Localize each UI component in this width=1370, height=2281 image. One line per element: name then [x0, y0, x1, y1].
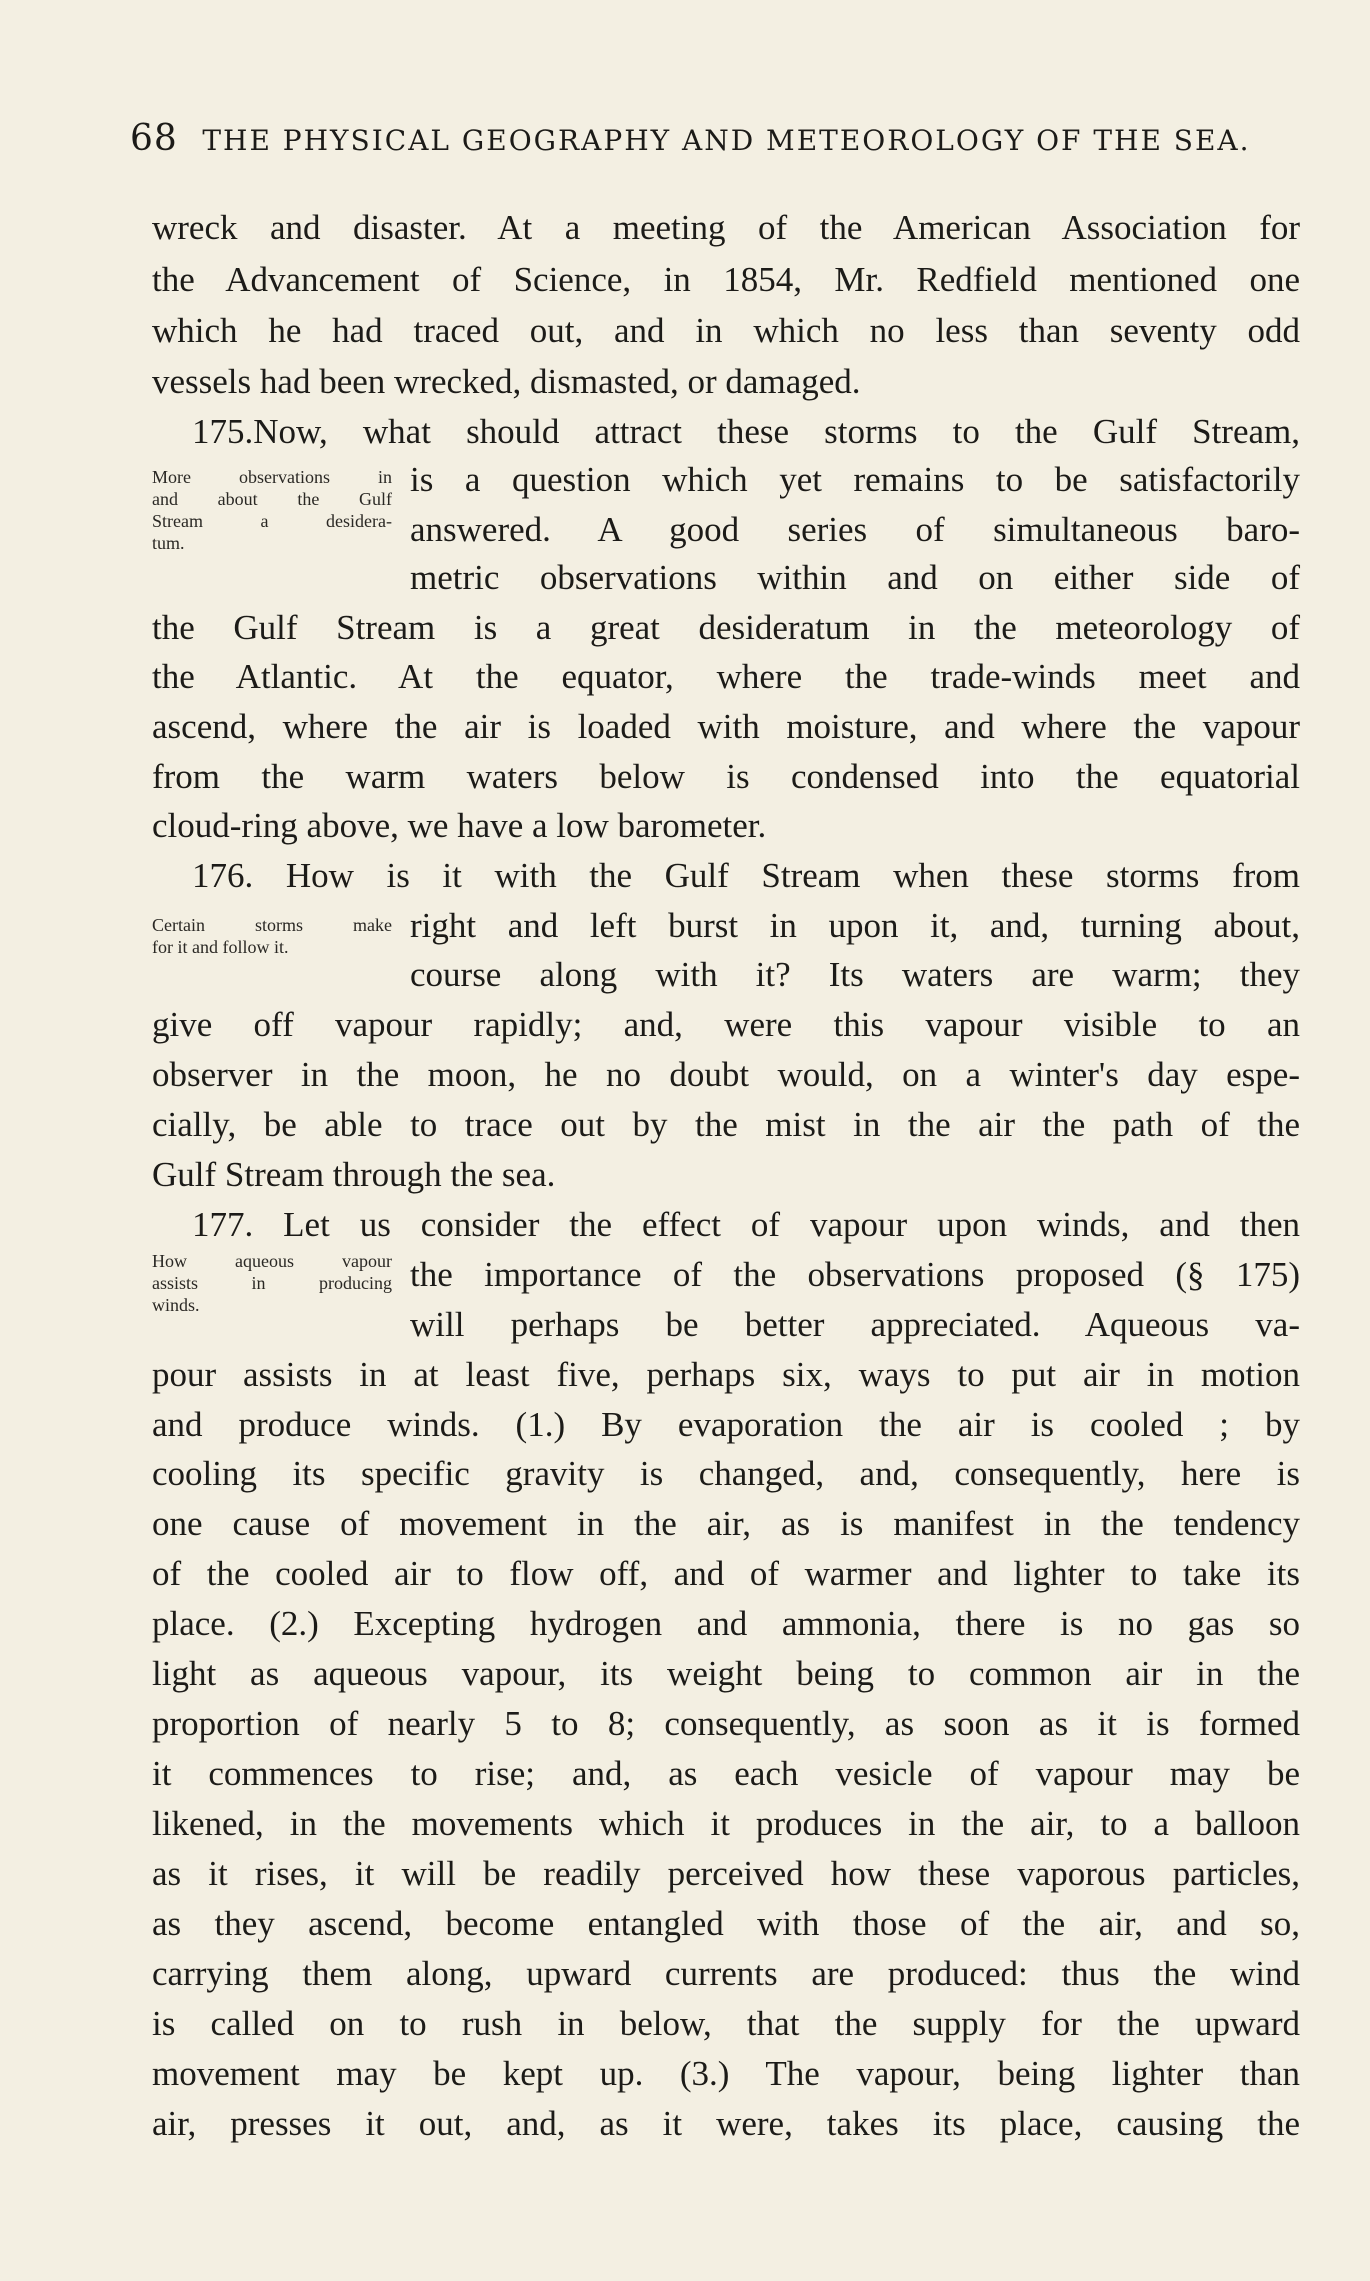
- text-line: proportion of nearly 5 to 8; consequently, as soon as it is formed: [152, 1704, 1300, 1743]
- text-line: carrying them along, upward currents are produced: thus the wind: [152, 1954, 1300, 1993]
- text-line: likened, in the movements which it produces in the air, to a balloon: [152, 1804, 1300, 1843]
- page-header: [130, 118, 1251, 159]
- side-note-line: assists in producing: [152, 1273, 392, 1293]
- side-note-line: for it and follow it.: [152, 937, 289, 957]
- text-line: the Gulf Stream is a great desideratum in the meteorology of: [152, 608, 1300, 647]
- text-line: cooling its specific gravity is changed, and, consequently, here is: [152, 1454, 1300, 1493]
- text-line: wreck and disaster. At a meeting of the American Association for: [152, 208, 1300, 247]
- text-line: is called on to rush in below, that the supply for the upward: [152, 2004, 1300, 2043]
- text-line: movement may be kept up. (3.) The vapour, being lighter than: [152, 2054, 1300, 2093]
- text-line: 175.Now, what should attract these storms to the Gulf Stream,: [192, 412, 1300, 451]
- text-line: ascend, where the air is loaded with moisture, and where the vapour: [152, 707, 1300, 746]
- text-line: pour assists in at least five, perhaps six, ways to put air in motion: [152, 1355, 1300, 1394]
- text-line: from the warm waters below is condensed into the equatorial: [152, 757, 1300, 796]
- text-line: is a question which yet remains to be satisfactorily: [410, 460, 1300, 499]
- text-line: and produce winds. (1.) By evaporation the air is cooled ; by: [152, 1405, 1300, 1444]
- text-line: as it rises, it will be readily perceived how these vaporous particles,: [152, 1854, 1300, 1893]
- side-note-175: [152, 466, 392, 554]
- text-line: of the cooled air to flow off, and of warmer and lighter to take its: [152, 1554, 1300, 1593]
- text-line: 177. Let us consider the effect of vapour upon winds, and then: [192, 1205, 1300, 1244]
- text-line: metric observations within and on either side of: [410, 558, 1300, 597]
- text-line: course along with it? Its waters are warm; they: [410, 955, 1300, 994]
- side-note-line: Certain storms make: [152, 915, 392, 935]
- side-note-line: winds.: [152, 1295, 200, 1315]
- page-number: 68: [130, 118, 178, 159]
- side-note-177: [152, 1250, 392, 1316]
- side-note-176: [152, 914, 392, 958]
- text-line: the Atlantic. At the equator, where the trade-winds meet and: [152, 657, 1300, 696]
- text-line: cially, be able to trace out by the mist in the air the path of the: [152, 1105, 1300, 1144]
- text-line: observer in the moon, he no doubt would, on a winter's day espe-: [152, 1055, 1300, 1094]
- text-line: vessels had been wrecked, dismasted, or damaged.: [152, 362, 861, 401]
- text-line: cloud-ring above, we have a low barometer.: [152, 806, 767, 845]
- side-note-line: More observations in: [152, 467, 392, 487]
- text-line: answered. A good series of simultaneous baro-: [410, 510, 1300, 549]
- side-note-line: Stream a desidera-: [152, 511, 392, 531]
- side-note-line: and about the Gulf: [152, 489, 392, 509]
- text-line: will perhaps be better appreciated. Aqueous va-: [410, 1305, 1300, 1344]
- text-line: the importance of the observations proposed (§ 175): [410, 1255, 1300, 1294]
- text-line: as they ascend, become entangled with those of the air, and so,: [152, 1904, 1300, 1943]
- text-line: give off vapour rapidly; and, were this vapour visible to an: [152, 1005, 1300, 1044]
- text-line: air, presses it out, and, as it were, takes its place, causing the: [152, 2104, 1300, 2143]
- text-line: the Advancement of Science, in 1854, Mr. Redfield mentioned one: [152, 260, 1300, 299]
- running-title: THE PHYSICAL GEOGRAPHY AND METEOROLOGY OF THE SEA.: [202, 124, 1251, 157]
- text-line: 176. How is it with the Gulf Stream when these storms from: [192, 856, 1300, 895]
- text-line: right and left burst in upon it, and, turning about,: [410, 906, 1300, 945]
- text-line: place. (2.) Excepting hydrogen and ammonia, there is no gas so: [152, 1604, 1300, 1643]
- side-note-line: tum.: [152, 533, 185, 553]
- side-note-line: How aqueous vapour: [152, 1251, 392, 1271]
- text-line: one cause of movement in the air, as is manifest in the tendency: [152, 1504, 1300, 1543]
- text-line: Gulf Stream through the sea.: [152, 1155, 556, 1194]
- text-line: which he had traced out, and in which no less than seventy odd: [152, 311, 1300, 350]
- text-line: it commences to rise; and, as each vesicle of vapour may be: [152, 1754, 1300, 1793]
- text-line: light as aqueous vapour, its weight being to common air in the: [152, 1654, 1300, 1693]
